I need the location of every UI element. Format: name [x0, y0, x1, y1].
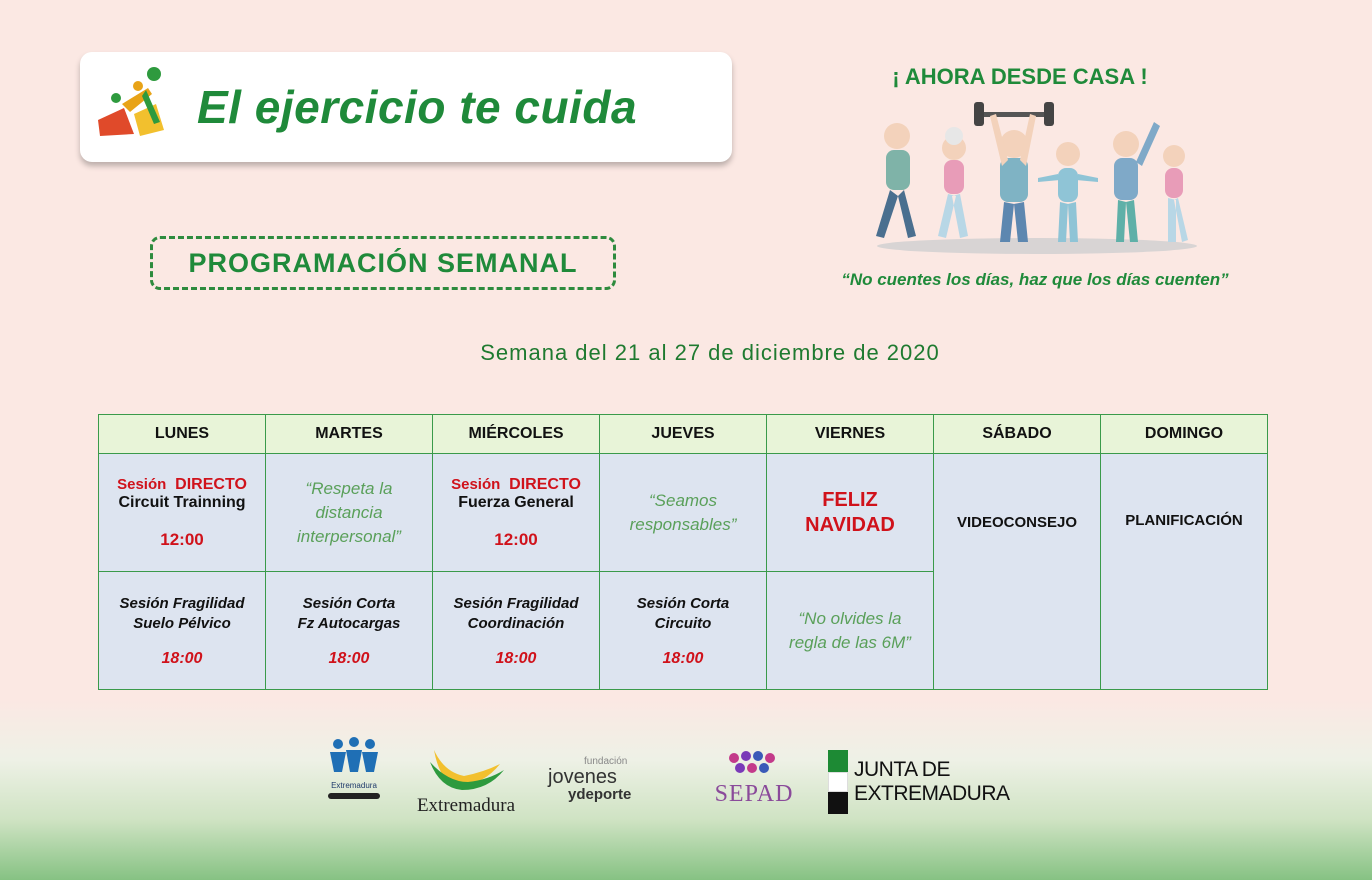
- flag-white: [828, 772, 848, 792]
- directo-label: DIRECTO: [509, 475, 581, 493]
- sesion-label: Sesión: [451, 475, 501, 493]
- cell-viernes-1: [767, 454, 934, 572]
- session-line: Coordinación: [467, 614, 565, 632]
- header-lunes: LUNES: [99, 415, 266, 454]
- ahora-desde-casa: ¡ AHORA DESDE CASA !: [892, 64, 1148, 89]
- session-time: 18:00: [328, 649, 370, 667]
- junta-logo: [828, 750, 1010, 820]
- flag-black: [828, 792, 848, 814]
- quote-line: responsables”: [629, 514, 737, 534]
- cell-martes-1: [266, 454, 433, 572]
- header-martes: MARTES: [266, 415, 433, 454]
- cell-sabado: [934, 454, 1101, 690]
- quote-line: distancia: [315, 502, 383, 522]
- feliz-navidad: [771, 488, 929, 538]
- extremadura-logo-text: Extremadura: [416, 795, 516, 816]
- quote-line: “No olvides la: [798, 608, 902, 628]
- sepad-logo: [704, 750, 804, 820]
- martes-quote: [270, 477, 428, 549]
- session-name: Circuit Trainning: [118, 493, 246, 511]
- sepad-dots-icon: [724, 750, 784, 776]
- jovenes-text: jovenes: [548, 766, 617, 788]
- motto-quote: “No cuentes los días, haz que los días cuenten”: [841, 270, 1229, 289]
- cell-lunes-1: [99, 454, 266, 572]
- planificacion-label: PLANIFICACIÓN: [1125, 512, 1243, 529]
- sesion-label: Sesión: [117, 475, 167, 493]
- session-line: Suelo Pélvico: [133, 614, 231, 632]
- week-label: Semana del 21 al 27 de diciembre de 2020: [480, 340, 940, 365]
- header-sabado: SÁBADO: [934, 415, 1101, 454]
- table-header-row: [99, 415, 1268, 454]
- cell-domingo: [1101, 454, 1268, 690]
- quote-line: “Seamos: [648, 490, 718, 510]
- deporte-logo-text: Extremadura: [331, 781, 377, 790]
- seniors-exercising-illustration: [872, 96, 1202, 256]
- page-title: El ejercicio te cuida: [197, 81, 638, 133]
- navidad-line: NAVIDAD: [805, 513, 895, 536]
- session-line: Sesión Fragilidad: [453, 594, 579, 612]
- ydeporte-text: ydeporte: [568, 786, 632, 803]
- viernes-quote: [771, 607, 929, 655]
- cell-miercoles-1: [433, 454, 600, 572]
- title-banner: [80, 52, 732, 162]
- deporte-logo: [324, 736, 384, 816]
- people-figures-icon: [324, 736, 384, 776]
- header-viernes: VIERNES: [767, 415, 934, 454]
- weekly-schedule-table: [98, 414, 1268, 690]
- session-time: 18:00: [495, 649, 537, 667]
- table-row: [99, 454, 1268, 572]
- header-jueves: JUEVES: [600, 415, 767, 454]
- sponsor-logos: [320, 736, 1010, 826]
- fundacion-text: fundación: [584, 756, 628, 767]
- session-line: Sesión Corta: [636, 594, 730, 612]
- session-time: 18:00: [662, 649, 704, 667]
- junta-line: EXTREMADURA: [854, 782, 1010, 805]
- session-time: 12:00: [494, 529, 538, 549]
- bird-icon: [404, 742, 524, 792]
- cell-martes-2: [266, 572, 433, 690]
- header-domingo: DOMINGO: [1101, 415, 1268, 454]
- cell-lunes-2: [99, 572, 266, 690]
- flag-green: [828, 750, 848, 772]
- cell-viernes-2: [767, 572, 934, 690]
- session-line: Sesión Corta: [302, 594, 396, 612]
- programacion-label: PROGRAMACIÓN SEMANAL: [150, 236, 616, 290]
- junta-line: JUNTA DE: [854, 758, 950, 781]
- directo-label: DIRECTO: [175, 475, 247, 493]
- cell-jueves-1: [600, 454, 767, 572]
- exercise-logo-icon: [94, 64, 172, 144]
- session-time: 18:00: [161, 649, 203, 667]
- session-line: Circuito: [654, 614, 712, 632]
- videoconsejo-label: VIDEOCONSEJO: [956, 514, 1078, 531]
- quote-line: “Respeta la: [305, 478, 393, 498]
- quote-line: regla de las 6M”: [789, 632, 911, 652]
- deporte-logo-bar: [328, 793, 380, 799]
- quote-line: interpersonal”: [297, 526, 401, 546]
- cell-jueves-2: [600, 572, 767, 690]
- jueves-quote: [604, 489, 762, 537]
- header-miercoles: MIÉRCOLES: [433, 415, 600, 454]
- session-line: Sesión Fragilidad: [119, 594, 245, 612]
- extremadura-logo: [404, 742, 528, 822]
- junta-text: [854, 758, 1010, 806]
- sepad-text: SEPAD: [714, 781, 794, 807]
- cell-miercoles-2: [433, 572, 600, 690]
- session-name: Fuerza General: [458, 493, 574, 511]
- jovenes-deporte-logo: [548, 756, 678, 816]
- session-time: 12:00: [160, 529, 204, 549]
- feliz-line: FELIZ: [822, 488, 878, 511]
- session-line: Fz Autocargas: [297, 614, 401, 632]
